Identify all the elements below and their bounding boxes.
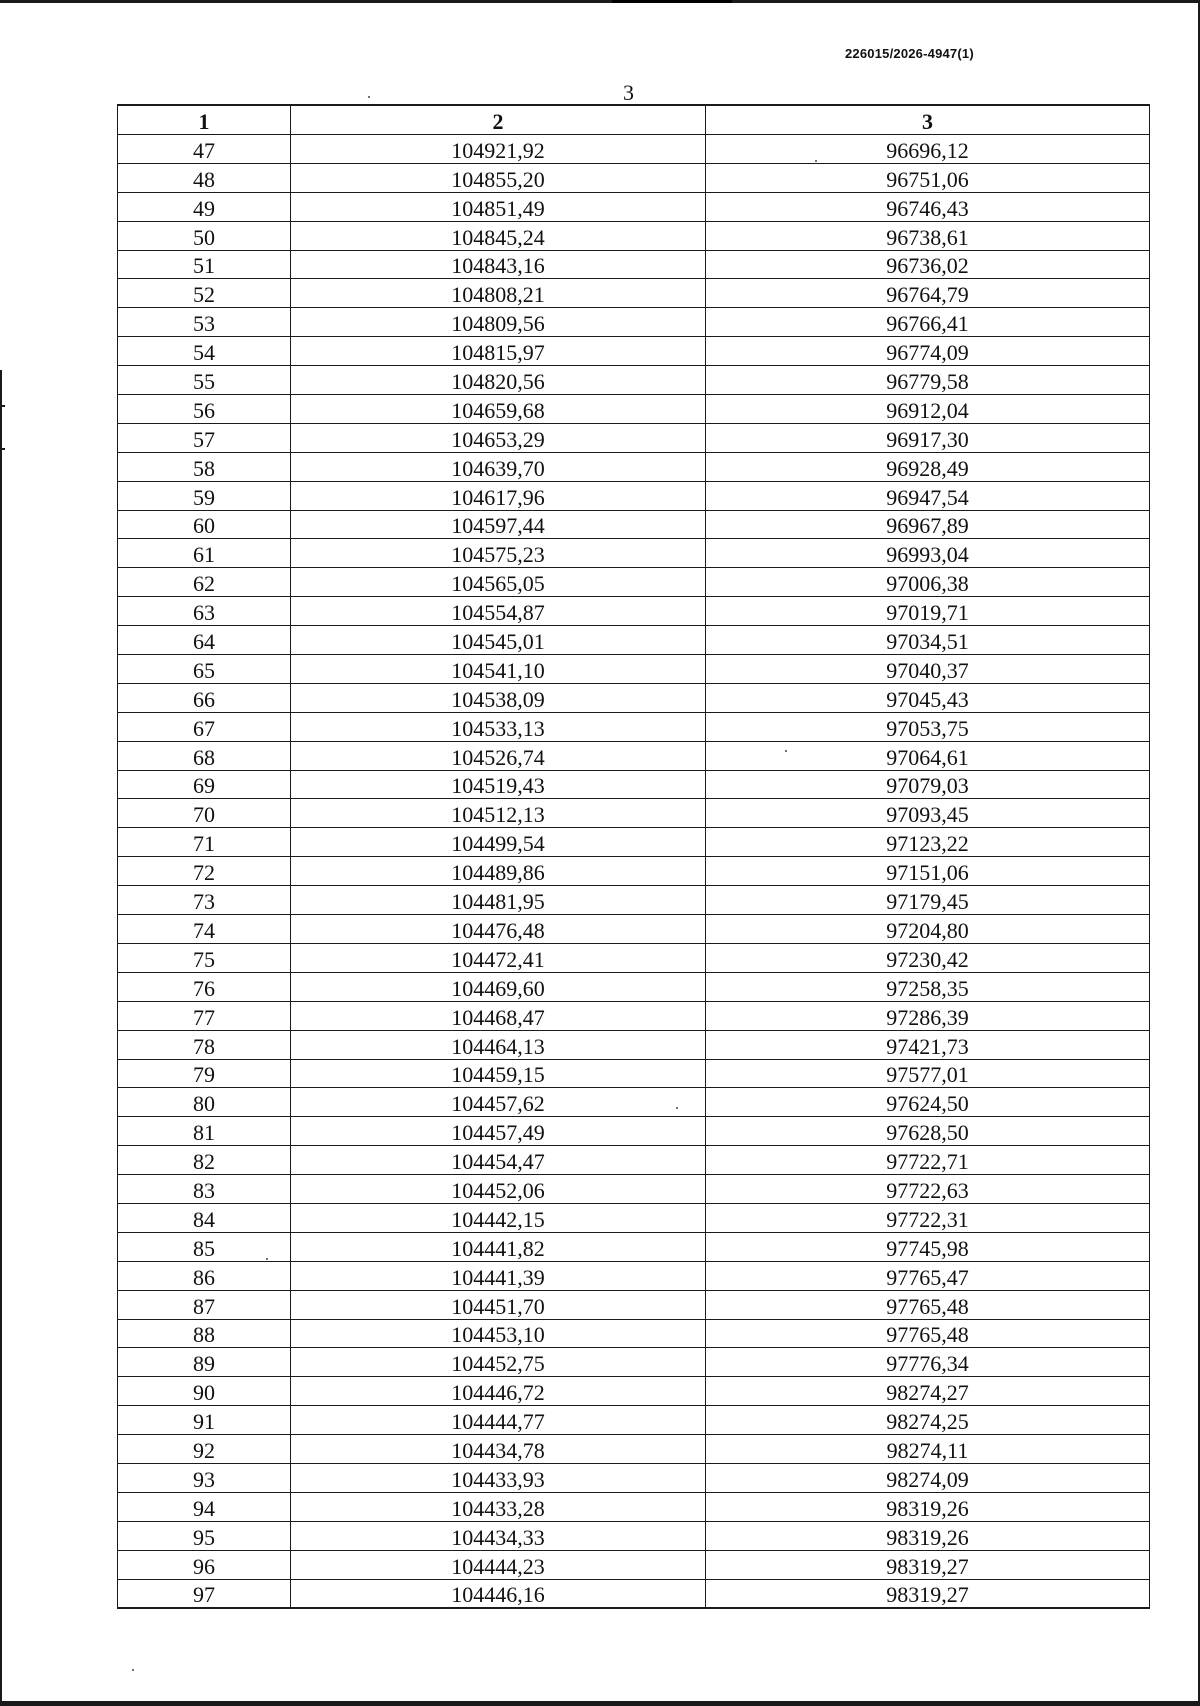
point-number-cell: 69 [118, 770, 291, 799]
coordinate-y-cell: 97079,03 [706, 770, 1150, 799]
table-row [118, 1521, 1150, 1550]
page-number: 3 [623, 80, 634, 105]
table-row [118, 1348, 1150, 1377]
table-row [118, 1175, 1150, 1204]
coordinate-x-cell: 104453,10 [291, 1319, 706, 1348]
table-row [118, 192, 1150, 221]
point-number-cell: 79 [118, 1059, 291, 1088]
coordinate-x-cell: 104444,77 [291, 1406, 706, 1435]
coordinate-y-cell: 96764,79 [706, 279, 1150, 308]
point-number-cell: 63 [118, 597, 291, 626]
coordinate-y-cell: 96928,49 [706, 452, 1150, 481]
point-number-cell: 64 [118, 626, 291, 655]
coordinate-x-cell: 104433,93 [291, 1463, 706, 1492]
column-header-2: 2 [291, 105, 706, 135]
coordinate-y-cell: 97722,71 [706, 1146, 1150, 1175]
table-row [118, 452, 1150, 481]
coordinate-x-cell: 104444,23 [291, 1550, 706, 1579]
coordinate-y-cell: 96967,89 [706, 510, 1150, 539]
table-row [118, 423, 1150, 452]
coordinate-y-cell: 96736,02 [706, 250, 1150, 279]
point-number-cell: 88 [118, 1319, 291, 1348]
point-number-cell: 47 [118, 135, 291, 164]
coordinate-y-cell: 98319,27 [706, 1550, 1150, 1579]
point-number-cell: 67 [118, 712, 291, 741]
coordinate-x-cell: 104533,13 [291, 712, 706, 741]
coordinate-x-cell: 104446,72 [291, 1377, 706, 1406]
table-row [118, 135, 1150, 164]
table-row [118, 221, 1150, 250]
coordinate-y-cell: 97765,47 [706, 1261, 1150, 1290]
coordinate-y-cell: 98274,25 [706, 1406, 1150, 1435]
point-number-cell: 59 [118, 481, 291, 510]
point-number-cell: 95 [118, 1521, 291, 1550]
coordinate-x-cell: 104554,87 [291, 597, 706, 626]
coordinate-x-cell: 104441,82 [291, 1232, 706, 1261]
point-number-cell: 97 [118, 1579, 291, 1608]
table-row [118, 626, 1150, 655]
table-row [118, 481, 1150, 510]
coordinate-x-cell: 104845,24 [291, 221, 706, 250]
table-row [118, 799, 1150, 828]
coordinate-y-cell: 96751,06 [706, 163, 1150, 192]
coordinate-x-cell: 104526,74 [291, 741, 706, 770]
column-header-1: 1 [118, 105, 291, 135]
coordinate-y-cell: 97179,45 [706, 886, 1150, 915]
table-row [118, 1290, 1150, 1319]
coordinate-x-cell: 104617,96 [291, 481, 706, 510]
table-row [118, 1406, 1150, 1435]
column-header-3: 3 [706, 105, 1150, 135]
coordinate-y-cell: 96912,04 [706, 395, 1150, 424]
table-row [118, 943, 1150, 972]
point-number-cell: 96 [118, 1550, 291, 1579]
coordinate-x-cell: 104457,62 [291, 1088, 706, 1117]
point-number-cell: 52 [118, 279, 291, 308]
coordinate-x-cell: 104820,56 [291, 366, 706, 395]
table-row [118, 741, 1150, 770]
point-number-cell: 60 [118, 510, 291, 539]
table-row [118, 655, 1150, 684]
coordinate-y-cell: 97745,98 [706, 1232, 1150, 1261]
table-row [118, 1261, 1150, 1290]
coordinate-x-cell: 104512,13 [291, 799, 706, 828]
point-number-cell: 55 [118, 366, 291, 395]
table-row [118, 279, 1150, 308]
coordinate-x-cell: 104452,06 [291, 1175, 706, 1204]
coordinate-x-cell: 104855,20 [291, 163, 706, 192]
point-number-cell: 93 [118, 1463, 291, 1492]
scan-border-top [0, 0, 1200, 3]
coordinate-y-cell: 97053,75 [706, 712, 1150, 741]
coordinate-x-cell: 104499,54 [291, 828, 706, 857]
scan-left-tick [0, 448, 5, 450]
table-row [118, 712, 1150, 741]
coordinate-y-cell: 97286,39 [706, 1001, 1150, 1030]
point-number-cell: 84 [118, 1203, 291, 1232]
coordinate-x-cell: 104921,92 [291, 135, 706, 164]
coordinate-x-cell: 104815,97 [291, 337, 706, 366]
point-number-cell: 48 [118, 163, 291, 192]
coordinate-y-cell: 98319,26 [706, 1521, 1150, 1550]
table-row [118, 1550, 1150, 1579]
coordinate-y-cell: 97577,01 [706, 1059, 1150, 1088]
coordinate-x-cell: 104476,48 [291, 915, 706, 944]
table-row [118, 1059, 1150, 1088]
coordinate-x-cell: 104452,75 [291, 1348, 706, 1377]
coordinate-x-cell: 104459,15 [291, 1059, 706, 1088]
point-number-cell: 81 [118, 1117, 291, 1146]
point-number-cell: 57 [118, 423, 291, 452]
coordinate-y-cell: 97040,37 [706, 655, 1150, 684]
table-row [118, 510, 1150, 539]
table-row [118, 1146, 1150, 1175]
coordinate-y-cell: 97019,71 [706, 597, 1150, 626]
table-row [118, 1232, 1150, 1261]
coordinate-y-cell: 96766,41 [706, 308, 1150, 337]
coordinate-y-cell: 98319,27 [706, 1579, 1150, 1608]
table-row [118, 1463, 1150, 1492]
point-number-cell: 92 [118, 1435, 291, 1464]
coordinate-y-cell: 97628,50 [706, 1117, 1150, 1146]
table-row [118, 1203, 1150, 1232]
coordinate-y-cell: 97722,63 [706, 1175, 1150, 1204]
point-number-cell: 80 [118, 1088, 291, 1117]
table-row [118, 857, 1150, 886]
table-row [118, 1030, 1150, 1059]
point-number-cell: 62 [118, 568, 291, 597]
coordinate-y-cell: 97624,50 [706, 1088, 1150, 1117]
coordinate-x-cell: 104441,39 [291, 1261, 706, 1290]
coordinate-x-cell: 104451,70 [291, 1290, 706, 1319]
table-row [118, 770, 1150, 799]
coordinate-x-cell: 104519,43 [291, 770, 706, 799]
point-number-cell: 75 [118, 943, 291, 972]
coordinate-x-cell: 104565,05 [291, 568, 706, 597]
coordinate-x-cell: 104659,68 [291, 395, 706, 424]
point-number-cell: 77 [118, 1001, 291, 1030]
coordinate-y-cell: 97776,34 [706, 1348, 1150, 1377]
table-row [118, 539, 1150, 568]
coordinate-y-cell: 97045,43 [706, 683, 1150, 712]
point-number-cell: 73 [118, 886, 291, 915]
point-number-cell: 66 [118, 683, 291, 712]
point-number-cell: 65 [118, 655, 291, 684]
point-number-cell: 51 [118, 250, 291, 279]
point-number-cell: 61 [118, 539, 291, 568]
coordinate-y-cell: 97123,22 [706, 828, 1150, 857]
table-body [118, 135, 1150, 1609]
scan-speck [132, 1669, 134, 1671]
coordinate-y-cell: 97765,48 [706, 1319, 1150, 1348]
point-number-cell: 86 [118, 1261, 291, 1290]
point-number-cell: 56 [118, 395, 291, 424]
coordinate-y-cell: 96993,04 [706, 539, 1150, 568]
coordinate-y-cell: 97006,38 [706, 568, 1150, 597]
table-row [118, 163, 1150, 192]
coordinate-x-cell: 104809,56 [291, 308, 706, 337]
scan-border-top-mark [612, 0, 732, 3]
coordinate-x-cell: 104597,44 [291, 510, 706, 539]
coordinate-y-cell: 98274,11 [706, 1435, 1150, 1464]
scan-speck [368, 96, 370, 98]
point-number-cell: 78 [118, 1030, 291, 1059]
point-number-cell: 74 [118, 915, 291, 944]
coordinate-x-cell: 104639,70 [291, 452, 706, 481]
table-row [118, 395, 1150, 424]
coordinate-x-cell: 104464,13 [291, 1030, 706, 1059]
coordinate-y-cell: 96917,30 [706, 423, 1150, 452]
table-row [118, 1088, 1150, 1117]
point-number-cell: 82 [118, 1146, 291, 1175]
coordinate-y-cell: 96746,43 [706, 192, 1150, 221]
coordinate-y-cell: 96779,58 [706, 366, 1150, 395]
table-row [118, 250, 1150, 279]
coordinate-x-cell: 104653,29 [291, 423, 706, 452]
point-number-cell: 90 [118, 1377, 291, 1406]
table-row [118, 337, 1150, 366]
coordinate-y-cell: 97765,48 [706, 1290, 1150, 1319]
coordinate-y-cell: 96738,61 [706, 221, 1150, 250]
table-row [118, 1492, 1150, 1521]
coordinate-y-cell: 98274,09 [706, 1463, 1150, 1492]
coordinate-x-cell: 104541,10 [291, 655, 706, 684]
coordinate-x-cell: 104442,15 [291, 1203, 706, 1232]
point-number-cell: 76 [118, 972, 291, 1001]
coordinate-y-cell: 98274,27 [706, 1377, 1150, 1406]
coordinate-y-cell: 97034,51 [706, 626, 1150, 655]
coordinate-y-cell: 97230,42 [706, 943, 1150, 972]
coordinate-y-cell: 97204,80 [706, 915, 1150, 944]
coordinate-x-cell: 104538,09 [291, 683, 706, 712]
point-number-cell: 87 [118, 1290, 291, 1319]
coordinate-x-cell: 104472,41 [291, 943, 706, 972]
point-number-cell: 53 [118, 308, 291, 337]
table-row [118, 1579, 1150, 1608]
point-number-cell: 91 [118, 1406, 291, 1435]
coordinate-x-cell: 104454,47 [291, 1146, 706, 1175]
coordinate-x-cell: 104808,21 [291, 279, 706, 308]
table-row [118, 886, 1150, 915]
coordinate-x-cell: 104468,47 [291, 1001, 706, 1030]
coordinate-x-cell: 104851,49 [291, 192, 706, 221]
coordinate-y-cell: 97421,73 [706, 1030, 1150, 1059]
coordinate-x-cell: 104481,95 [291, 886, 706, 915]
point-number-cell: 70 [118, 799, 291, 828]
coordinate-y-cell: 97064,61 [706, 741, 1150, 770]
table-row [118, 1377, 1150, 1406]
point-number-cell: 50 [118, 221, 291, 250]
coordinate-y-cell: 96774,09 [706, 337, 1150, 366]
coordinate-x-cell: 104434,78 [291, 1435, 706, 1464]
coordinate-y-cell: 97258,35 [706, 972, 1150, 1001]
point-number-cell: 54 [118, 337, 291, 366]
table-row [118, 1319, 1150, 1348]
point-number-cell: 68 [118, 741, 291, 770]
table-header-row [118, 105, 1150, 135]
table-row [118, 972, 1150, 1001]
document-reference-number: 226015/2026-4947(1) [845, 46, 974, 61]
coordinates-table [117, 104, 1150, 1609]
coordinate-x-cell: 104489,86 [291, 857, 706, 886]
table-row [118, 597, 1150, 626]
coordinate-y-cell: 97722,31 [706, 1203, 1150, 1232]
point-number-cell: 72 [118, 857, 291, 886]
coordinate-x-cell: 104843,16 [291, 250, 706, 279]
coordinate-x-cell: 104434,33 [291, 1521, 706, 1550]
coordinate-y-cell: 96696,12 [706, 135, 1150, 164]
coordinate-x-cell: 104457,49 [291, 1117, 706, 1146]
table-row [118, 1001, 1150, 1030]
table-row [118, 1435, 1150, 1464]
coordinate-x-cell: 104575,23 [291, 539, 706, 568]
scan-left-tick [0, 405, 5, 407]
point-number-cell: 94 [118, 1492, 291, 1521]
table-row [118, 308, 1150, 337]
coordinate-y-cell: 96947,54 [706, 481, 1150, 510]
scan-border-left [0, 370, 2, 1706]
coordinate-x-cell: 104469,60 [291, 972, 706, 1001]
table-row [118, 568, 1150, 597]
point-number-cell: 83 [118, 1175, 291, 1204]
coordinate-y-cell: 97093,45 [706, 799, 1150, 828]
point-number-cell: 58 [118, 452, 291, 481]
point-number-cell: 49 [118, 192, 291, 221]
point-number-cell: 71 [118, 828, 291, 857]
coordinate-y-cell: 98319,26 [706, 1492, 1150, 1521]
coordinate-x-cell: 104433,28 [291, 1492, 706, 1521]
table-row [118, 366, 1150, 395]
scan-border-bottom [0, 1701, 1200, 1706]
point-number-cell: 89 [118, 1348, 291, 1377]
coordinate-x-cell: 104446,16 [291, 1579, 706, 1608]
table-row [118, 915, 1150, 944]
table-row [118, 1117, 1150, 1146]
table-row [118, 828, 1150, 857]
coordinate-x-cell: 104545,01 [291, 626, 706, 655]
point-number-cell: 85 [118, 1232, 291, 1261]
table-row [118, 683, 1150, 712]
coordinate-y-cell: 97151,06 [706, 857, 1150, 886]
